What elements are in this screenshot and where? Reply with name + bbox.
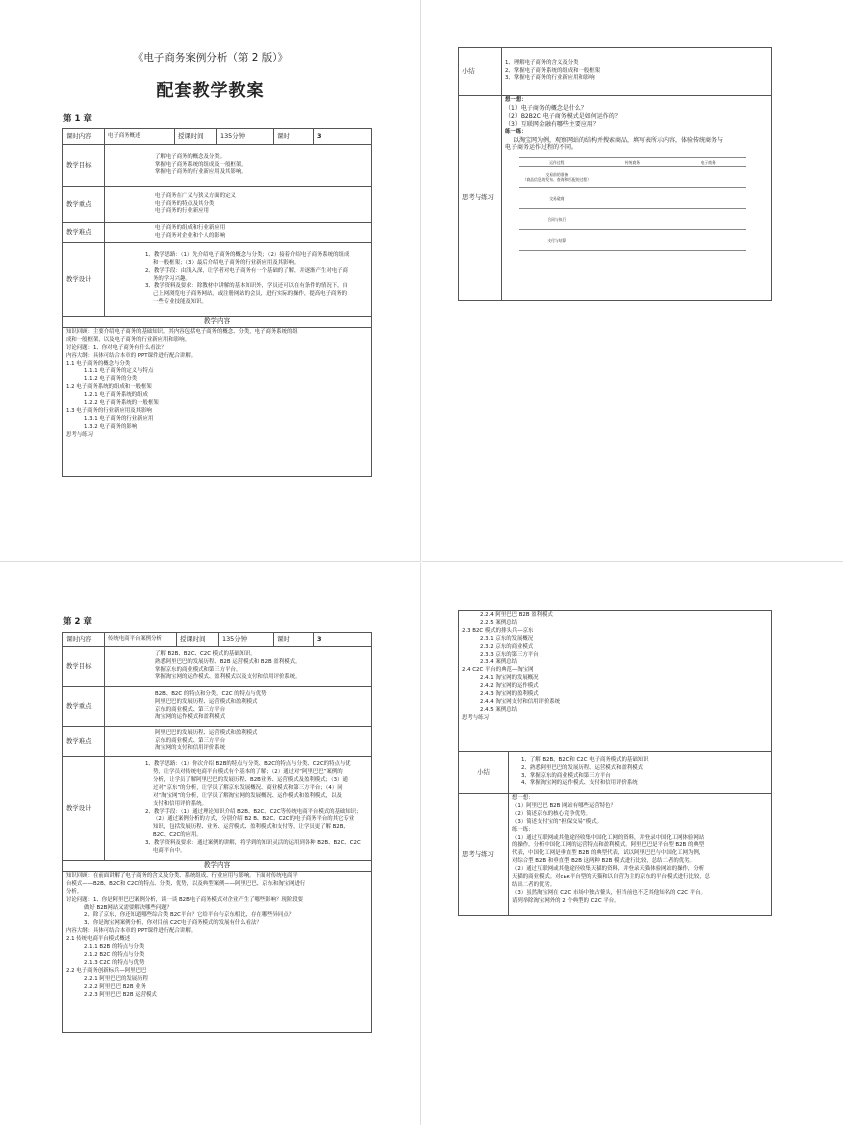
header-label-content: 课时内容 — [63, 129, 105, 145]
exercise-row — [459, 96, 772, 301]
document-title: 《电子商务案例分析（第 2 版）》 — [132, 52, 289, 64]
header-label-hours: 课时 — [274, 633, 314, 647]
main-title: 配套教学教案 — [156, 81, 265, 101]
document-page-2 — [422, 0, 843, 562]
content-row — [63, 327, 372, 476]
row-content: 1、了解 B2B、B2C和 C2C 电子商务模式的基础知识 2、熟悉阿里巴巴的发展历程、运营模式和盈利模式 3、掌握京东的商业模式和第三方平台 4、掌握淘宝网的运作模式、支付和信用评价系统 — [509, 752, 772, 794]
row-content: 了解 B2B、B2C、C2C 模式的基础知识。 熟悉阿里巴巴的发展历程、B2B 运营模式和 B2B 盈利模式。 掌握京东的商业模式和第三方平台。 掌握淘宝网的运作模式、盈利模式以及支付和信用评价系统。 — [105, 647, 372, 687]
lesson-plan-table — [62, 128, 372, 477]
row-label: 教学难点 — [63, 727, 105, 757]
summary-table — [458, 47, 772, 301]
row-label: 小结 — [459, 752, 509, 794]
header-label-content: 课时内容 — [63, 633, 105, 647]
inner-header-row: 运作过程 传统商务 电子商务 — [519, 158, 746, 167]
row-content: 1、理解电子商务的含义及分类 2、掌握电子商务系统的组成和一般框架 3、掌握电子商务的行业新应用和影响 — [502, 48, 772, 96]
objectives-row — [63, 145, 372, 187]
document-page-4 — [422, 563, 843, 1125]
row-content: 想一想： （1）电子商务的概念是什么？ （2）B2B2C 电子商务模式是如何运作的？ （3）互联网金融有哪些主要应用？ 练一练： 以淘宝网为例，观察网站的结构并搜索商品，填写表所示内容，体验传统商务与 电子商务运作过程的不同。 运作过程 传统商务 电子商务 交易前的准备 （商品信息的发布、查询和匹配的过程） 交易磋商 合同与执行 支付与结算 — [502, 96, 772, 301]
chapter-heading: 第 1 章 — [63, 114, 92, 124]
header-label-hours: 课时 — [274, 129, 314, 145]
lesson-topic: 传统电商平台案例分析 — [105, 633, 177, 647]
process-comparison-table — [519, 157, 746, 251]
content-title-row — [63, 861, 372, 872]
header-label-time: 授课时间 — [177, 633, 219, 647]
lesson-hours: 3 — [314, 633, 372, 647]
content-row — [63, 871, 372, 1032]
inner-row: 支付与结算 — [519, 230, 746, 251]
row-label: 教学难点 — [63, 223, 105, 243]
content-row — [459, 611, 772, 752]
exercise-row — [459, 794, 772, 916]
inner-row: 交易前的准备 （商品信息的发布、查询和匹配的过程） — [519, 167, 746, 188]
inner-row: 交易磋商 — [519, 188, 746, 209]
lesson-duration: 135分钟 — [217, 129, 274, 145]
difficulties-row — [63, 727, 372, 757]
row-label: 小结 — [459, 48, 502, 96]
document-page-1 — [0, 0, 421, 562]
header-row — [63, 633, 372, 647]
lesson-hours: 3 — [314, 129, 372, 145]
design-row — [63, 243, 372, 317]
chapter-heading: 第 2 章 — [63, 617, 92, 627]
summary-row — [459, 48, 772, 96]
document-page-3 — [0, 563, 421, 1125]
summary-row — [459, 752, 772, 794]
content-title: 教学内容 — [63, 861, 372, 872]
content-title: 教学内容 — [63, 317, 372, 328]
key-points-row — [63, 687, 372, 727]
inner-row: 合同与执行 — [519, 209, 746, 230]
design-row — [63, 757, 372, 861]
row-content: 电子商务的组成和行业新应用 电子商务对企业和个人的影响 — [105, 223, 372, 243]
row-label: 思考与练习 — [459, 794, 509, 916]
row-label: 教学重点 — [63, 187, 105, 223]
header-label-time: 授课时间 — [175, 129, 217, 145]
content-title-row — [63, 317, 372, 328]
row-content: 1、教学思路：（1）先介绍电子商务的概念与分类；（2）接着介绍电子商务系统的组成 和一般框架；（3）最后介绍电子商务的行业新应用及其影响。 2、教学手段：由浅入深，让学者对电子商务有一个基础的了解，并逐渐产生对电子商 务的学习兴趣。 3、教学资料及要求：除教材中讲解的基本知识外，学员还可以在有条件的情况下，自 己上网浏览电子商务网站，或注册网站的会员，进行实际的操作，提高电子商务的 一些专业技能及知识。 — [105, 243, 372, 317]
lesson-plan-table — [62, 632, 372, 1033]
row-content: 想一想： （1）阿里巴巴 B2B 网站有哪些运营特色？ （2）简述京东的核心竞争优势。 （3）简述支付宝的“担保交易”模式。 练一练： （1）通过互联网或其他途径收集中国化工网的资料，并登录中国化工网体验网站 的操作，分析中国化工网的运营特点和盈利模式。阿里巴巴是平台型 B2B 的典型 代表，中国化工网是垂直型 B2B 的典型代表，试以阿里巴巴与中国化工网为例， 对综合型 B2B 和垂直型 B2B 这两种 B2B 模式进行比较，总结二者的优劣。 （2）通过互联网或其他途径收集天猫的资料，并登录天猫体验网站的操作，分析 天猫的商业模式。对ськ平台型的天猫和以自营为主的京东的平台模式进行比较，总 结出二者的优劣。 （3）虽然淘宝网在 C2C 市场中独占鳌头，但当前也不乏其他知名的 C2C 平台。 请列举除淘宝网外的 2 个典型的 C2C 平台。 — [509, 794, 772, 916]
row-label: 教学设计 — [63, 757, 105, 861]
row-content: 阿里巴巴的发展历程、运营模式和盈利模式 京东的商业模式、第三方平台 淘宝网的支付和信用评价系统 — [105, 727, 372, 757]
continued-content-table — [458, 610, 772, 916]
row-content: 了解电子商务的概念及分类。 掌握电子商务系统的组成及一般框架。 掌握电子商务的行业新应用及其影响。 — [105, 145, 372, 187]
row-content: 电子商务在广义与狭义方面的定义 电子商务的特点及其分类 电子商务的行业新应用 — [105, 187, 372, 223]
row-label: 教学目标 — [63, 647, 105, 687]
lesson-topic: 电子商务概述 — [105, 129, 175, 145]
content-body: 2.2.4 阿里巴巴 B2B 盈利模式 2.2.5 案例总结 2.3 B2C 模式的排头兵—京东 2.3.1 京东的发展概况 2.3.2 京东的商业模式 2.3.3 京东的第三方平台 2.3.4 案例总结 2.4 C2C 平台的典范—淘宝网 2.4.1 淘宝网的发展概况 2.4.2 淘宝网的运作模式 2.4.3 淘宝网的盈利模式 2.4.4 淘宝网支付和信用评价系统 2.4.5 案例总结 思考与练习 — [459, 611, 772, 752]
row-content: 1、教学思路：（1）你次介绍 B2B的特点与分类、B2C的特点与分类、C2C的特点与优 势，让学员对传统电商平台模式有个基本的了解；（2）通过对“阿里巴巴”案例的 分析，让学员了解阿里巴巴的发展历程、B2B业务、运营模式及盈利模式；（3）通 过对“京东”的分析，让学员了解京东发展概况、商业模式和第三方平台；（4）同 对“淘宝网”的分析，让学员了解淘宝网的发展概况、运作模式和盈利模式，以及 支付和信用评价系统。 2、教学手段：（1）通过理论知识介绍 B2B、B2C、C2C等传统电商平台模式的基础知识； （2）通过案例分析的方式，分别介绍 B2 B、B2C、C2C的电子商务平台的其它专业 知识，包括发展历程、业务、运营模式、盈利模式和支付等，让学员更了解 B2B、 B2C、C2C的应用。 3、教学资料及要求：通过案例的讲解，将学到的知识灵活的运用到各种 B2B、B2C、C2C 电商平台中。 — [105, 757, 372, 861]
key-points-row — [63, 187, 372, 223]
row-label: 教学目标 — [63, 145, 105, 187]
lesson-duration: 135分钟 — [219, 633, 274, 647]
objectives-row — [63, 647, 372, 687]
difficulties-row — [63, 223, 372, 243]
content-body: 知识回顾：在前面讲解了电子商务的含义及分类、系统组成、行业应用与影响。下面对传统电商平 台模式——B2B、B2C和 C2C的特点、分类、优势，以及典型案例——阿里巴巴、京东和淘宝网进行 分析。 讨论问题：1、你是阿里巴巴案例分析，谈一谈 B2B电子商务模式对企业产生了哪些影响？现阶段要 做好 B2B网站又需要解决哪些问题？ 2、除了京东，你还知道哪些综合类 B2C平台？它给平台与京东相比，存在哪些异同点？ 3、你是淘宝网案例分析，你对目前 C2C电子商务模式的发展有什么看法？ 内容大纲：具体可结合本章的 PPT课件进行配合讲解。 2.1 传统电商平台模式概述 2.1.1 B2B 的特点与分类 2.1.2 B2C 的特点与分类 2.1.3 C2C 的特点与优势 2.2 电子商务创新标兵—阿里巴巴 2.2.1 阿里巴巴的发展历程 2.2.2 阿里巴巴 B2B 业务 2.2.3 阿里巴巴 B2B 运营模式 — [63, 871, 372, 1032]
row-label: 思考与练习 — [459, 96, 502, 301]
row-content: B2B、B2C 的特点和分类，C2C 的特点与优势 阿里巴巴的发展历程、运营模式和盈利模式 京东的商业模式、第三方平台 淘宝网的运作模式和盈利模式 — [105, 687, 372, 727]
content-body: 知识回顾：主要介绍电子商务的基础知识。其内容包括电子商务的概念、分类，电子商务系统的组 成和一般框架，以及电子商务的行业新应用和影响。 讨论问题：1、你对电子商务有什么看法？ 内容大纲：具体可结合本章的 PPT课件进行配合讲解。 1.1 电子商务的概念与分类 1.1.1 电子商务的定义与特点 1.1.2 电子商务的分类 1.2 电子商务系统的组成和一般框架 1.2.1 电子商务系统的组成 1.2.2 电子商务系统的一般框架 1.3 电子商务的行业新应用及其影响 1.3.1 电子商务的行业新应用 1.3.2 电子商务的影响 思考与练习 — [63, 327, 372, 476]
row-label: 教学重点 — [63, 687, 105, 727]
header-row — [63, 129, 372, 145]
row-label: 教学设计 — [63, 243, 105, 317]
